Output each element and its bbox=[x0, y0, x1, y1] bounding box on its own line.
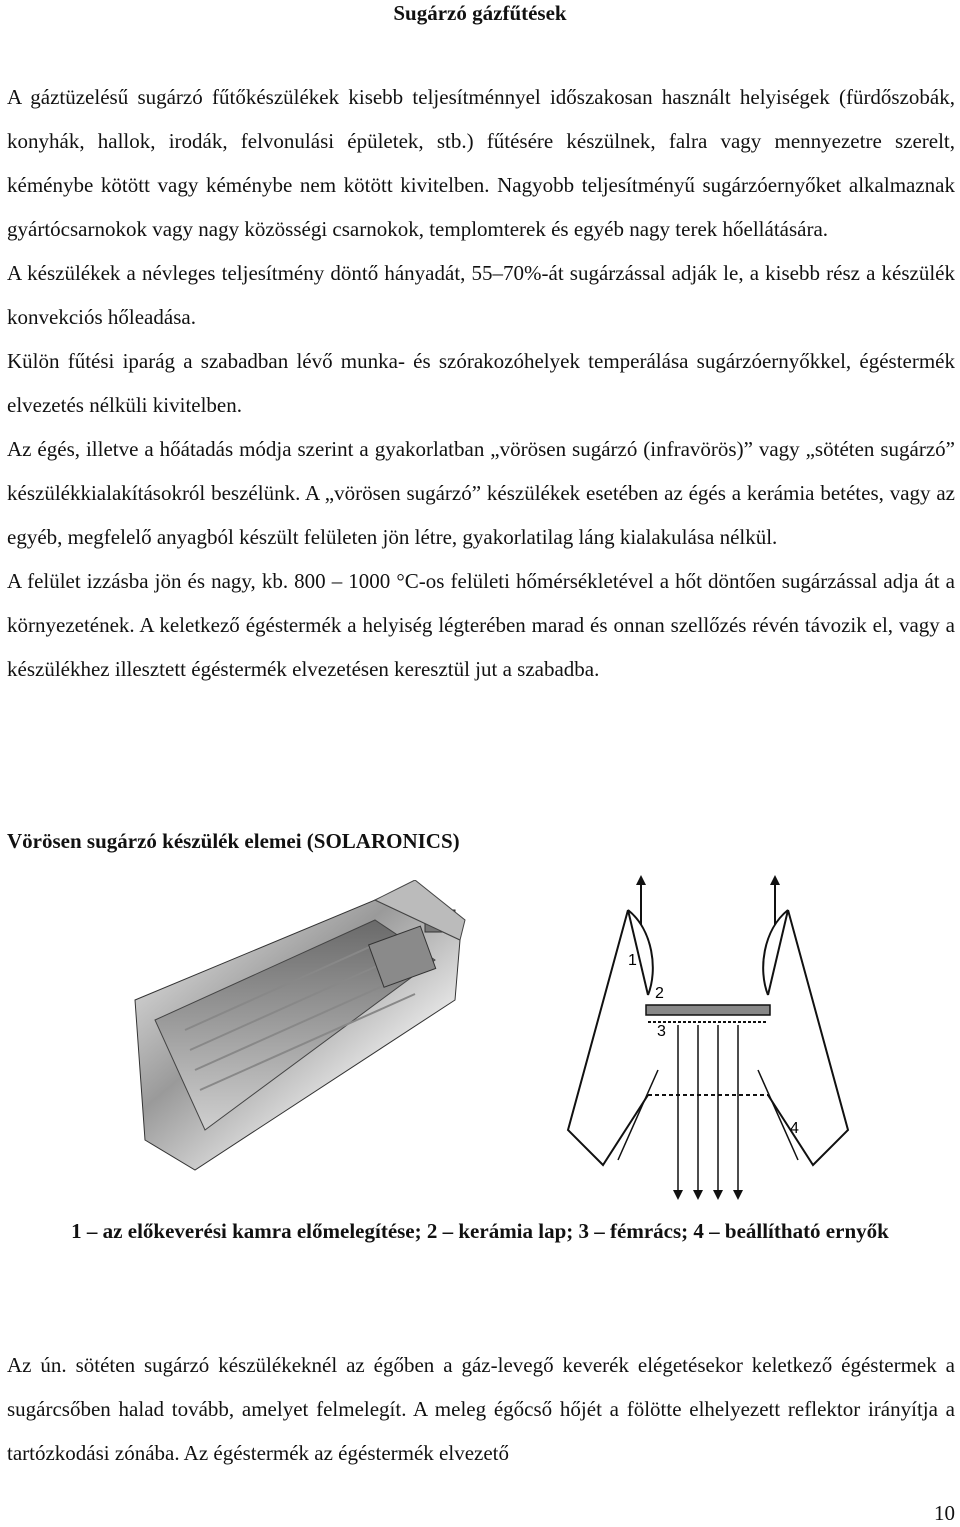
figure-caption: 1 – az előkeverési kamra előmelegítése; 2 – kerámia lap; 3 – fémrács; 4 – beállítható ernyők bbox=[71, 1219, 889, 1243]
diagram-label-2: 2 bbox=[655, 985, 664, 1002]
paragraph-2: A készülékek a névleges teljesítmény döntő hányadát, 55–70%-át sugárzással adják le, a kisebb rész a készülék konvekciós hőleadása. bbox=[7, 261, 955, 329]
diagram-label-4: 4 bbox=[790, 1120, 799, 1137]
paragraph-4: Az égés, illetve a hőátadás módja szerint a gyakorlatban „vörösen sugárzó (infravörös)” vagy „sötéten sugárzó” készülékkialakításokról beszélünk. A „vörösen sugárzó” készülékek esetében az égés a kerámia betétes, vagy az egyéb, megfelelő anyagból készült felületen jön létre, gyakorlatilag láng kialakulása nélkül. bbox=[7, 437, 955, 549]
heater-photo bbox=[125, 880, 470, 1180]
paragraph-3: Külön fűtési iparág a szabadban lévő munka- és szórakozóhelyek temperálása sugárzóernyőkkel, égéstermék elvezetés nélküli kivitelben. bbox=[7, 349, 955, 417]
diagram-label-3: 3 bbox=[657, 1023, 666, 1040]
section-heading: Vörösen sugárzó készülék elemei (SOLARONICS) bbox=[7, 829, 460, 853]
heater-schematic bbox=[558, 870, 858, 1200]
closing-paragraph: Az ún. sötéten sugárzó készülékeknél az égőben a gáz-levegő keverék elégetésekor keletkező égéstermek a sugárcsőben halad tovább, amelyet felmelegít. A meleg égőcső hőjét a fölötte elhelyezett reflektor irányítja a tartózkodási zónába. Az égéstermék az égéstermék elvezető bbox=[7, 1353, 955, 1465]
paragraph-5: A felület izzásba jön és nagy, kb. 800 – 1000 °C-os felületi hőmérsékletével a hőt döntően sugárzással adja át a környezetének. A keletkező égéstermék a helyiség légterében marad és onnan szellőzés révén távozik el, vagy a készülékhez illesztett égéstermék elvezetésen keresztül jut a szabadba. bbox=[7, 569, 955, 681]
intro-paragraph bbox=[7, 75, 955, 691]
diagram-label-1: 1 bbox=[628, 952, 637, 969]
page-number: 10 bbox=[934, 1501, 955, 1525]
page-title: Sugárzó gázfűtések bbox=[393, 1, 567, 25]
paragraph-1: A gáztüzelésű sugárzó fűtőkészülékek kisebb teljesítménnyel időszakosan használt helyiségek (fürdőszobák, konyhák, hallok, irodák, felvonulási épületek, stb.) fűtésére készülnek, falra vagy mennyezetre szerelt, kéménybe kötött vagy kéménybe nem kötött kivitelben. Nagyobb teljesítményű sugárzóernyőket alkalmaznak gyártócsarnokok vagy nagy közösségi csarnokok, templomterek és egyéb nagy terek hőellátására. bbox=[7, 85, 955, 241]
